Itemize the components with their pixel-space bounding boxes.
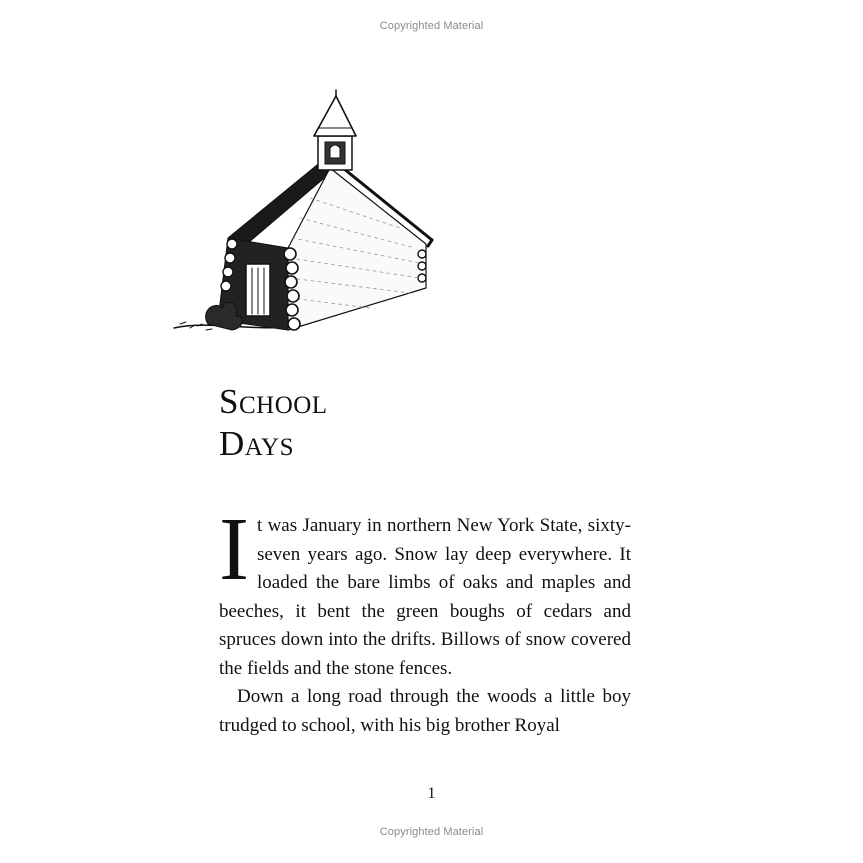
copyright-watermark-bottom: Copyrighted Material	[379, 826, 484, 838]
chapter-title	[219, 381, 328, 465]
paragraph-1	[219, 500, 631, 683]
schoolhouse-illustration	[170, 88, 438, 340]
chapter-title-line2: Days	[219, 424, 294, 463]
chapter-title-line1: School	[219, 382, 328, 421]
drop-cap: I	[219, 500, 249, 599]
paragraph-1-text: t was January in northern New York State, sixty-seven years ago. Snow lay deep everywhere. It loaded the bare limbs of oaks and maples and beeches, it bent the green boughs of cedars and spruces down into the drifts. Billows of snow covered the fields and the stone fences.	[219, 515, 631, 679]
paragraph-2: Down a long road through the woods a little boy trudged to school, with his big brother Royal	[219, 686, 631, 736]
chapter-body-text	[219, 500, 631, 740]
copyright-watermark-top: Copyrighted Material	[379, 20, 484, 32]
page-number: 1	[427, 785, 436, 802]
